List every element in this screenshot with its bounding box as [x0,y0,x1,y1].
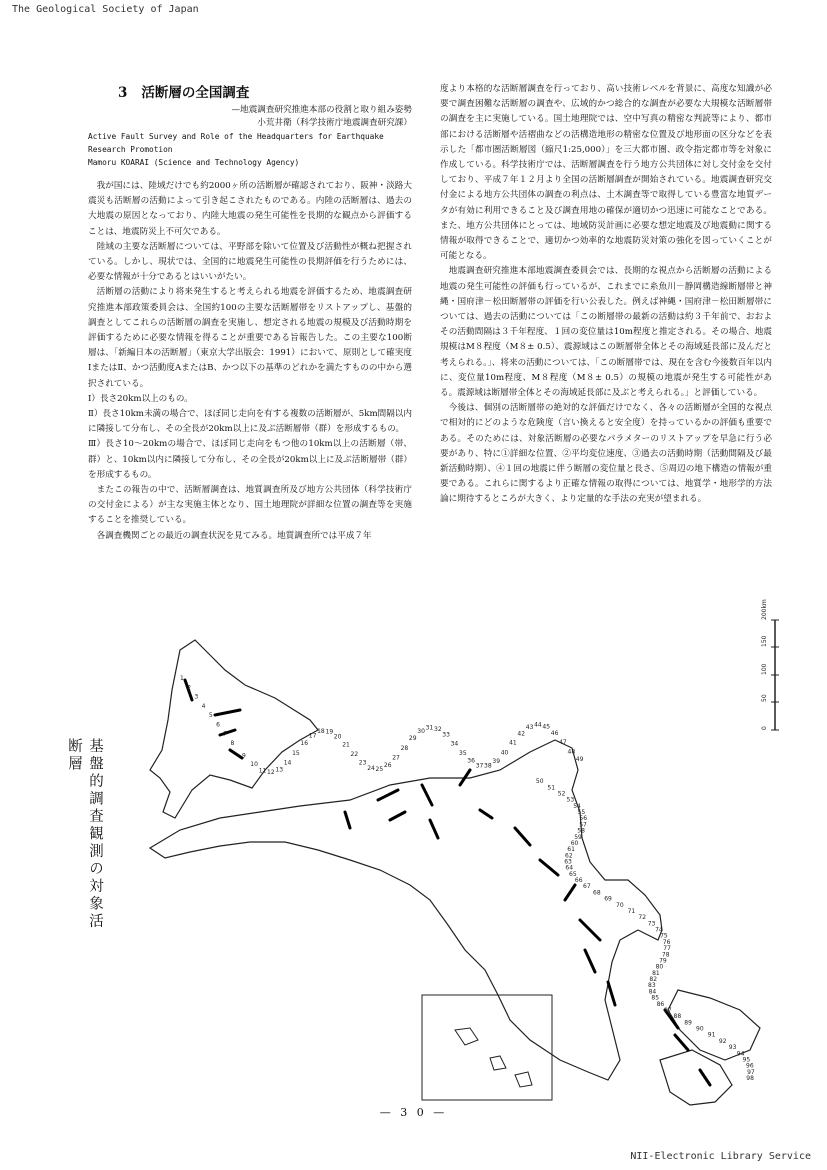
fault-number-label: 13 [275,766,284,774]
article-title [118,84,412,102]
fault-number-label: 18 [317,728,325,735]
fault-number-label: 32 [434,726,442,733]
author-ja: 小荒井衛（科学技術庁地震調査研究課） [257,118,412,128]
fault-number-label: 74 [655,926,663,934]
title-block [88,84,412,169]
fault-number-label: 96 [746,1062,754,1070]
fault-segment [608,982,615,1005]
fault-number-label: 79 [659,957,667,965]
fault-number-label: 7 [223,730,228,738]
scale-bar [771,620,779,730]
paragraph: 陸域の主要な活断層については、平野部を除いて位置及び活動性が概ね把握されている。しかし、現状では、全国的に地震発生可能性の長期評価を行うためには、必要な情報が十分であるとはいいがたい。 [88,241,412,283]
fault-number-label: 15 [292,750,300,757]
paragraph: 活断層の活動により将来発生すると考えられる地震を評価するため、地震調査研究推進本部政策委員会は、全国約100の主要な活断層帯をリストアップし、基盤的調査としてこれらの活断層の調査を実施し、想定される地震の規模及び活動時期を評価するために必要な情報を得ることが重要である旨報告した。この主要な100断層は、「新編日本の活断層」（東京大学出版会：1991）において、原則として確実度ⅠまたはⅡ、かつ活動度AまたはB、かつ以下の基準のどれかを満たすものの中から選択されている。 [88,287,412,389]
paragraph: またこの報告の中で、活断層調査は、地質調査所及び地方公共団体（科学技術庁の交付金による）が主な実施主体となり、国土地理院が詳細な位置の調査等を実施することを推奨している。 [88,485,412,526]
journal-header: The Geological Society of Japan [12,4,199,15]
paragraph: 地震調査研究推進本部地震調査委員会では、長期的な視点から活断層の活動による地震の発生可能性の評価も行っているが、これまでに糸魚川－静岡構造線断層帯と神縄・国府津－松田断層帯の評価を行い公表した。例えば神縄・国府津－松田断層帯については、過去の活動については「この断層帯の最新の活動は約３千年前で、おおよその活動間隔は３千年程度、１回の変位量は10m程度と推定される。その場合、地震規模はM８程度（M８± 0.5）、震源域はこの断層帯全体とその海域延長部に及んだと考えられる。」、将来の活動については、「この断層帯では、現在を含む今後数百年以内に、変位量10m程度、M８程度（M８± 0.5）の規模の地震が発生する可能性がある。震源域は断層帯全体とその海域延長部に及ぶと考えられる。」と評価している。 [440,266,772,399]
fault-number-label: 19 [325,728,334,736]
fault-number-label: 81 [652,969,660,977]
fault-number-label: 36 [467,757,475,765]
fault-number-label: 66 [574,877,583,885]
fault-number-label: 44 [534,721,542,729]
fault-number-label: 12 [267,769,275,777]
fault-number-label: 94 [736,1050,745,1058]
fault-number-label: 39 [492,757,501,765]
paragraph: 各調査機関ごとの最近の調査状況を見てみる。地質調査所では平成７年 [96,530,372,541]
fault-number-label: 43 [525,723,534,731]
fault-number-label: 40 [500,749,509,757]
fault-number-label: 26 [383,762,392,770]
page-number: — 3 0 — [379,1106,448,1119]
fault-segment [580,920,600,940]
fault-number-label: 57 [579,821,587,829]
right-column [440,82,772,508]
fault-number-label: 14 [283,759,292,767]
fault-segment [480,810,492,818]
fault-number-label: 22 [350,751,359,758]
fault-number-label: 5 [208,712,213,720]
fault-number-label: 53 [566,796,575,804]
scale-label: 100 [761,663,768,675]
section-number: 3 [118,85,128,101]
fault-number-label: 88 [673,1013,682,1021]
fault-number-label: 38 [484,762,492,770]
map-caption: 基盤的調査観測の対象活断層 [66,738,103,931]
fault-segment [220,730,235,735]
inset-islands [455,1028,532,1087]
subtitle: —地震調査研究推進本部の役割と取り組み姿勢 [231,105,412,115]
fault-number-label: 97 [747,1068,755,1076]
title-text: 活断層の全国調査 [141,85,250,101]
honshu-outline [150,740,662,1080]
fault-number-label: 80 [655,963,664,971]
fault-number-label: 93 [728,1044,737,1052]
fault-number-label: 46 [550,730,559,738]
paragraph: 度より本格的な活断層調査を行っており、高い技術レベルを背景に、高度な知識が必要で調査困難な活断層の調査や、広域的かつ総合的な調査が必要な大規模な活断層帯の調査を主に実施している。国土地理院では、空中写真の精密な判読等により、都市部における活断層や活褶曲などの活構造地形の精密な位置及び地形面の区分などを表示した「都市圏活断層図（縮尺1:25,000）」を三大都市圏、政令指定都市等を対象に作成している。科学技術庁では、活断層調査を行う地方公共団体に対し交付金を交付しており、平成７年１２月より全国の活断層調査が開始されている。地震調査研究交付金による地方公共団体の調査の利点は、土木調査等で取得している豊富な地質データが有効に利用できること及び調査用地の確保が適切かつ迅速に可能なことである。また、地方公共団体にとっては、地域防災計画に必要な想定地震及び地震動に関する情報が取得できることで、適切かつ効率的な地震防災対策の強化を図っていくことが可能となる。 [440,84,772,262]
fault-number-label: 70 [616,901,624,909]
fault-number-label: 28 [400,744,409,752]
fault-number-label: 3 [194,693,199,701]
fault-number-label: 34 [450,740,459,748]
fault-number-label: 55 [577,809,586,816]
scale-label: 200km [761,599,768,620]
fault-segment [230,750,242,758]
fault-number-label: 33 [442,731,450,739]
fault-number-label: 95 [742,1056,751,1064]
scale-label: 50 [761,694,768,702]
fault-number-label: 23 [358,759,367,767]
fault-number-label: 8 [230,739,235,747]
fault-number-label: 20 [333,733,342,741]
fault-number-label: 68 [593,889,601,897]
fault-segment [215,710,240,715]
fault-number-label: 48 [567,748,576,756]
fault-number-label: 69 [604,895,612,903]
paragraph: 今後は、個別の活断層帯の絶対的な評価だけでなく、各々の活断層が全国的な視点で相対的にどのような危険度（言い換えると安全度）を持っているかの評価も重要である。そのためには、対象活断層の必要なパラメターのリストアップを早急に行う必要があり、特に①詳細な位置、②平均変位速度、③過去の活動時期（活動間隔及び最新活動時期）、④１回の地震に伴う断層の変位量と長さ、⑤周辺の地下構造の情報が重要である。これらに関するより正確な情報の取得については、地質学・地形学的方法論に期待するところが大きく、より定量的な手法の充実が望まれる。 [440,403,772,505]
fault-number-label: 29 [408,735,417,743]
fault-number-label: 50 [535,778,544,786]
fault-number-label: 21 [342,741,350,749]
fault-segment [345,812,350,828]
criterion-item: Ⅲ）長さ10～20kmの場合で、ほぼ同じ走向をもつ他の10km以上の活断層（帯、群）と、10km以内に隣接して分布し、その全長が20km以上に及ぶ活断層帯（群）を形成するもの。 [88,439,412,480]
fault-number-label: 58 [577,827,585,835]
fault-number-label: 56 [579,815,588,823]
fault-number-label: 72 [638,914,647,922]
paragraph: 我が国には、陸域だけでも約2000ヶ所の活断層が確認されており、阪神・淡路大震災も活断層の活動によって引き起こされたものである。内陸の活断層は、過去の大地震の原因となっており、内陸大地震の発生可能性を長期的な観点から評価することは、地震防災上不可欠である。 [88,181,412,237]
fault-number-label: 52 [557,790,566,798]
english-author: Mamoru KOARAI (Science and Technology Agency) [88,158,300,167]
fault-segment [390,812,405,820]
fault-number-label: 2 [187,684,192,692]
fault-map [60,580,800,1110]
fault-number-label: 76 [662,938,671,946]
fault-number-label: 11 [258,767,267,775]
fault-number-label: 6 [216,721,220,729]
fault-number-label: 67 [583,883,591,891]
fault-segment [540,860,558,875]
fault-number-label: 54 [573,802,581,810]
fault-segment [675,1035,688,1050]
fault-number-label: 92 [718,1037,727,1045]
fault-number-label: 82 [649,976,658,983]
fault-number-label: 75 [660,932,668,940]
fault-number-label: 51 [547,784,556,792]
inset-frame [422,995,552,1100]
english-title: Active Fault Survey and Role of the Headquarters for Earthquake Research Promotion [88,132,384,154]
fault-number-label: 71 [627,908,636,915]
left-column [88,84,412,544]
fault-number-label: 1 [180,675,184,682]
fault-number-label: 45 [542,723,551,731]
fault-number-label: 30 [417,727,425,735]
fault-number-label: 60 [570,839,579,847]
fault-number-label: 47 [559,739,567,747]
fault-number-label: 62 [565,852,573,860]
fault-number-label: 16 [300,740,309,748]
fault-segment [422,785,432,805]
scale-label: 0 [761,726,768,730]
fault-number-label: 90 [696,1025,704,1033]
fault-number-label: 49 [575,755,584,763]
fault-number-label: 35 [459,749,467,757]
criterion-item: Ⅰ）長さ20km以上のもの。 [88,393,193,404]
fault-number-label: 85 [651,994,660,1002]
fault-segment [378,790,398,800]
shikoku-outline [668,990,760,1060]
scale-label: 150 [761,635,768,647]
fault-number-label: 24 [367,764,375,772]
fault-number-label: 17 [308,732,317,740]
fault-number-label: 25 [375,765,384,773]
fault-segment [515,828,530,845]
fault-number-label: 65 [569,870,577,878]
fault-number-label: 87 [664,1007,672,1014]
fault-number-label: 10 [250,761,258,769]
fault-number-label: 59 [574,833,582,841]
fault-number-label: 9 [242,752,246,760]
fault-number-label: 98 [746,1075,754,1082]
library-footer: NII-Electronic Library Service [630,1151,811,1162]
fault-segment [430,820,438,838]
criterion-item: Ⅱ）長さ10km未満の場合で、ほぼ同じ走向を有する複数の活断層が、5km間隔以内に隣接して分布し、その全長が20km以上に及ぶ活断層帯（群）を形成するもの。 [88,409,412,435]
fault-number-label: 42 [517,730,526,738]
fault-number-label: 78 [661,951,670,959]
fault-number-label: 27 [392,754,400,762]
fault-segment [700,1070,710,1085]
fault-number-label: 83 [648,982,656,990]
fault-number-label: 63 [564,858,572,866]
fault-segment [565,885,575,900]
fault-number-label: 64 [565,864,574,872]
fault-number-label: 77 [663,945,671,953]
fault-number-label: 89 [684,1019,692,1027]
fault-number-label: 91 [707,1031,716,1039]
fault-number-label: 37 [475,762,484,770]
fault-number-label: 84 [648,988,657,996]
fault-number-label: 31 [425,724,434,732]
fault-number-label: 41 [509,739,517,747]
fault-number-label: 86 [656,1000,665,1008]
fault-number-label: 73 [647,920,656,928]
fault-number-label: 61 [567,846,575,854]
fault-segment [585,950,595,972]
fault-number-label: 4 [201,702,206,710]
